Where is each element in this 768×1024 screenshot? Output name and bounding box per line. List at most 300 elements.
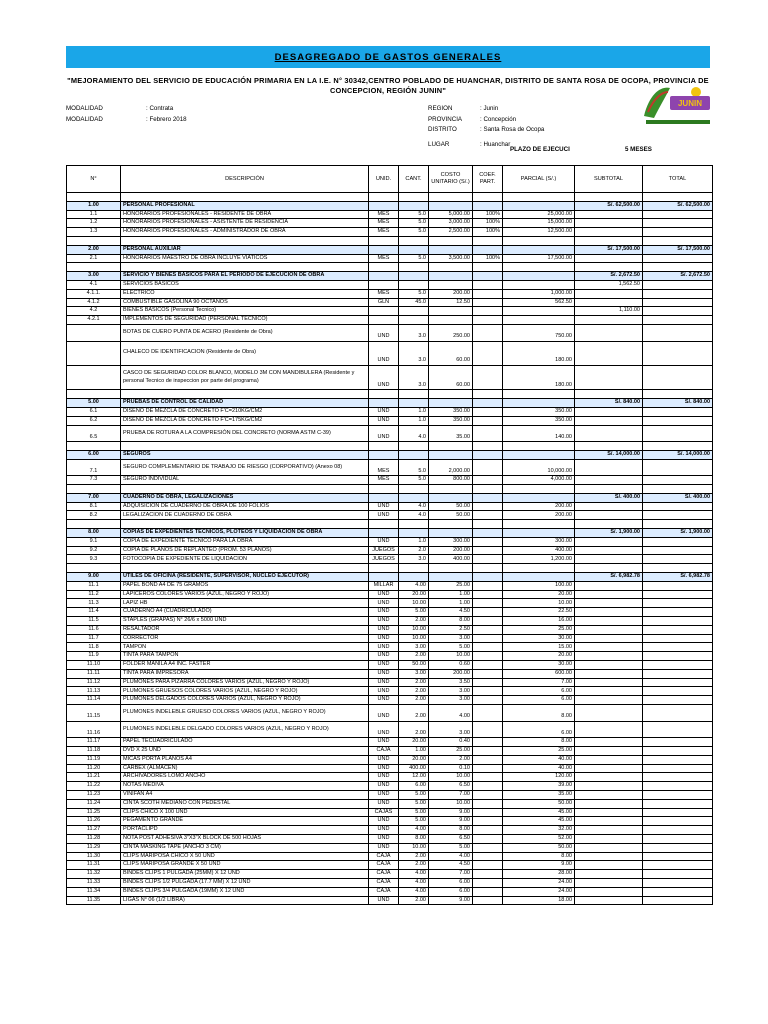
cell-u: UND — [369, 896, 399, 905]
cell-cu: 5.00 — [429, 643, 473, 652]
cell-d: PLUMONES DELGADOS COLORES VARIOS (AZUL, NEGRO Y ROJO) — [121, 696, 369, 705]
cell-q: 5.0 — [399, 459, 429, 476]
cell-tot — [643, 887, 713, 896]
cell-n: 11.33 — [67, 878, 121, 887]
cell-cp — [473, 307, 503, 316]
cell-n: 11.1 — [67, 581, 121, 590]
cell-u — [369, 307, 399, 316]
cell-p: 600.00 — [503, 669, 575, 678]
cell-q — [399, 573, 429, 582]
table-row — [67, 896, 713, 905]
cell-d: UTILES DE OFICINA (RESIDENTE, SUPERVISOR, NUCLEO EJECUTOR) — [121, 573, 369, 582]
cell-n: 4.1.2 — [67, 298, 121, 307]
cell-q: 2.00 — [399, 696, 429, 705]
cell-cp — [473, 861, 503, 870]
cell-cu: 3,000.00 — [429, 219, 473, 228]
cell-u: CAJAS — [369, 808, 399, 817]
cell-tot — [643, 652, 713, 661]
cell-cp — [473, 573, 503, 582]
cell-sub — [575, 581, 643, 590]
cell-u — [369, 493, 399, 502]
cell-sub — [575, 537, 643, 546]
cell-p: 120.00 — [503, 773, 575, 782]
cell-n: 11.22 — [67, 782, 121, 791]
cell-tot — [643, 617, 713, 626]
spacer-row — [67, 442, 713, 451]
cell-n: 6.00 — [67, 450, 121, 459]
cell-d: DVD X 25 UND — [121, 747, 369, 756]
cell-q: 5.00 — [399, 608, 429, 617]
cell-tot — [643, 896, 713, 905]
cell-tot — [643, 678, 713, 687]
cell-tot — [643, 826, 713, 835]
cell-d: CLIPS MARIPOSA GRANDE X 50 UND — [121, 861, 369, 870]
meta-key: REGION — [428, 105, 453, 112]
cell-p: 52.00 — [503, 834, 575, 843]
cell-cp — [473, 502, 503, 511]
cell-q: 5.0 — [399, 254, 429, 263]
cell-tot — [643, 782, 713, 791]
cell-n: 11.19 — [67, 755, 121, 764]
cell-sub: S/. 17,500.00 — [575, 245, 643, 254]
cell-q — [399, 399, 429, 408]
table-row — [67, 365, 713, 389]
cell-p: 30.00 — [503, 661, 575, 670]
cell-p: 562.50 — [503, 298, 575, 307]
cell-q: 10.00 — [399, 634, 429, 643]
cell-q — [399, 450, 429, 459]
cell-n: 11.21 — [67, 773, 121, 782]
cell-n: 2.1 — [67, 254, 121, 263]
table-row — [67, 341, 713, 365]
cell-sub — [575, 870, 643, 879]
cell-cu: 3,500.00 — [429, 254, 473, 263]
cell-tot — [643, 316, 713, 325]
cell-cp — [473, 705, 503, 722]
cell-n: 11.7 — [67, 634, 121, 643]
cell-cp — [473, 669, 503, 678]
table-row — [67, 790, 713, 799]
column-header: TOTAL — [643, 166, 713, 193]
cell-n: 11.6 — [67, 625, 121, 634]
cell-d: HONORARIOS PROFESIONALES - ASISTENTE DE RESIDENCIA — [121, 219, 369, 228]
table-row — [67, 581, 713, 590]
cell-n: 8.1 — [67, 502, 121, 511]
section-row — [67, 573, 713, 582]
cell-q: 20.00 — [399, 738, 429, 747]
cell-cp — [473, 590, 503, 599]
spacer-cell — [121, 485, 369, 494]
table-row — [67, 307, 713, 316]
table-row — [67, 511, 713, 520]
cell-sub — [575, 705, 643, 722]
cell-n: 11.18 — [67, 747, 121, 756]
cell-sub — [575, 678, 643, 687]
cell-d: DISEÑO DE MEZCLA DE CONCRETO F'C=210KG/CM2 — [121, 407, 369, 416]
cell-cu: 25.00 — [429, 747, 473, 756]
svg-text:JUNIN: JUNIN — [677, 99, 703, 108]
section-row — [67, 493, 713, 502]
table-row — [67, 782, 713, 791]
spacer-cell — [429, 390, 473, 399]
cell-tot — [643, 705, 713, 722]
spacer-cell — [429, 236, 473, 245]
spacer-cell — [369, 193, 399, 202]
cell-cu — [429, 529, 473, 538]
cell-d: IMPLEMENTOS DE SEGURIDAD (PERSONAL TECNICO) — [121, 316, 369, 325]
cell-cp — [473, 201, 503, 210]
cell-cu: 10.00 — [429, 799, 473, 808]
cell-sub — [575, 764, 643, 773]
cell-cu: 3.50 — [429, 678, 473, 687]
cell-n: 11.28 — [67, 834, 121, 843]
cell-cp: 100% — [473, 228, 503, 237]
cell-cu: 35.00 — [429, 425, 473, 442]
cell-cp — [473, 661, 503, 670]
cell-cp: 100% — [473, 219, 503, 228]
spacer-cell — [67, 564, 121, 573]
cell-u: CAJA — [369, 852, 399, 861]
column-header: CANT. — [399, 166, 429, 193]
cell-q: 2.00 — [399, 705, 429, 722]
cell-d: SEGUROS — [121, 450, 369, 459]
title-banner — [66, 46, 710, 68]
meta-key: DISTRITO — [428, 126, 457, 133]
section-row — [67, 450, 713, 459]
cell-sub — [575, 511, 643, 520]
cell-p: 20.00 — [503, 652, 575, 661]
column-header: N° — [67, 166, 121, 193]
cell-sub — [575, 324, 643, 341]
cell-cp — [473, 416, 503, 425]
cell-q: 5.00 — [399, 790, 429, 799]
cell-n: 9.3 — [67, 555, 121, 564]
cell-d: VINIFAN A4 — [121, 790, 369, 799]
cell-tot: S/. 2,672.50 — [643, 272, 713, 281]
table-row — [67, 617, 713, 626]
cell-q: 12.00 — [399, 773, 429, 782]
cell-tot — [643, 643, 713, 652]
column-header: DESCRIPCIÓN — [121, 166, 369, 193]
cell-u: UND — [369, 407, 399, 416]
cell-cu: 2.00 — [429, 755, 473, 764]
cell-sub: S/. 2,672.50 — [575, 272, 643, 281]
spacer-cell — [399, 193, 429, 202]
cell-tot — [643, 254, 713, 263]
cell-cp — [473, 324, 503, 341]
cell-cp — [473, 764, 503, 773]
cell-p — [503, 316, 575, 325]
cell-q — [399, 280, 429, 289]
cell-n: 11.17 — [67, 738, 121, 747]
cell-cp — [473, 617, 503, 626]
cell-q: 2.00 — [399, 617, 429, 626]
cell-cu: 3.00 — [429, 721, 473, 738]
spacer-cell — [503, 390, 575, 399]
column-header: SUBTOTAL — [575, 166, 643, 193]
cell-cu: 8.00 — [429, 826, 473, 835]
spacer-cell — [399, 520, 429, 529]
cell-q: 2.00 — [399, 861, 429, 870]
cell-tot — [643, 661, 713, 670]
spacer-cell — [121, 390, 369, 399]
cell-cp: 100% — [473, 210, 503, 219]
cell-u: MES — [369, 210, 399, 219]
table-row — [67, 590, 713, 599]
cell-d: ARCHIVADORES LOMO ANCHO — [121, 773, 369, 782]
cell-tot — [643, 669, 713, 678]
cell-cu — [429, 493, 473, 502]
cell-u: UND — [369, 324, 399, 341]
meta-row — [66, 104, 187, 115]
cell-n: 9.2 — [67, 546, 121, 555]
cell-n: 1.1 — [67, 210, 121, 219]
table-row — [67, 537, 713, 546]
cell-n: 8.00 — [67, 529, 121, 538]
cell-cu: 350.00 — [429, 407, 473, 416]
cell-sub — [575, 755, 643, 764]
cell-cp — [473, 399, 503, 408]
cell-q: 1.0 — [399, 407, 429, 416]
cell-cp — [473, 826, 503, 835]
cell-p: 15,000.00 — [503, 219, 575, 228]
cell-u: UND — [369, 511, 399, 520]
cell-q: 4.00 — [399, 870, 429, 879]
cell-n: 1.3 — [67, 228, 121, 237]
cell-cu: 6.00 — [429, 878, 473, 887]
cell-p: 180.00 — [503, 365, 575, 389]
cell-d: STAPLES (GRAPAS) N° 26/6 x 5000 UND — [121, 617, 369, 626]
cell-tot — [643, 834, 713, 843]
spacer-cell — [369, 390, 399, 399]
cell-p: 8.00 — [503, 852, 575, 861]
cell-u: UND — [369, 817, 399, 826]
cell-tot — [643, 773, 713, 782]
cell-u: UND — [369, 643, 399, 652]
cell-d: LEGALIZACION DE CUADERNO DE OBRA — [121, 511, 369, 520]
cell-n: 4.2.1 — [67, 316, 121, 325]
cell-sub — [575, 861, 643, 870]
cell-u: UND — [369, 764, 399, 773]
cell-tot: S/. 17,500.00 — [643, 245, 713, 254]
cell-cp — [473, 289, 503, 298]
cell-n — [67, 341, 121, 365]
cell-d: TINTA PARA IMPRESORA — [121, 669, 369, 678]
cell-d: HONORARIOS MAESTRO DE OBRA INCLUYE VIATICOS — [121, 254, 369, 263]
cell-p: 8.00 — [503, 705, 575, 722]
cell-cu: 4.50 — [429, 608, 473, 617]
cell-cu: 0.10 — [429, 764, 473, 773]
cell-cu: 4.50 — [429, 861, 473, 870]
cell-sub — [575, 459, 643, 476]
cell-n: 11.4 — [67, 608, 121, 617]
cell-q: 5.00 — [399, 817, 429, 826]
table-row — [67, 678, 713, 687]
table-row — [67, 407, 713, 416]
cell-q: 5.0 — [399, 219, 429, 228]
column-header: PARCIAL (S/.) — [503, 166, 575, 193]
spacer-cell — [399, 390, 429, 399]
cell-sub — [575, 407, 643, 416]
cell-n: 11.9 — [67, 652, 121, 661]
table-row — [67, 669, 713, 678]
cell-p: 28.00 — [503, 870, 575, 879]
cell-cp — [473, 529, 503, 538]
cell-tot — [643, 747, 713, 756]
table-row — [67, 764, 713, 773]
cell-cp: 100% — [473, 254, 503, 263]
spacer-cell — [643, 520, 713, 529]
table-row — [67, 721, 713, 738]
cell-sub — [575, 365, 643, 389]
meta-value: : Huanchar — [480, 140, 511, 148]
cell-tot — [643, 799, 713, 808]
municipality-logo — [640, 82, 712, 128]
table-row — [67, 652, 713, 661]
cell-tot — [643, 280, 713, 289]
cell-d: HONORARIOS PROFESIONALES - ADMINISTRADOR DE OBRA — [121, 228, 369, 237]
cell-u: UND — [369, 625, 399, 634]
cell-cu: 4.00 — [429, 852, 473, 861]
cell-n: 11.16 — [67, 721, 121, 738]
cell-tot — [643, 590, 713, 599]
cell-tot — [643, 537, 713, 546]
cell-tot — [643, 289, 713, 298]
cell-cu: 2,000.00 — [429, 459, 473, 476]
cell-cu: 10.00 — [429, 773, 473, 782]
cell-cu: 3.00 — [429, 687, 473, 696]
cell-p: 7.00 — [503, 678, 575, 687]
cell-u: UND — [369, 599, 399, 608]
cell-tot — [643, 341, 713, 365]
spacer-cell — [399, 442, 429, 451]
cell-p — [503, 272, 575, 281]
cell-tot — [643, 721, 713, 738]
table-row — [67, 661, 713, 670]
cell-cp — [473, 555, 503, 564]
cell-cp — [473, 678, 503, 687]
table-row — [67, 228, 713, 237]
cell-n: 11.24 — [67, 799, 121, 808]
cell-p: 400.00 — [503, 546, 575, 555]
cell-sub — [575, 738, 643, 747]
cell-q: 3.0 — [399, 555, 429, 564]
section-row — [67, 201, 713, 210]
cell-cu: 60.00 — [429, 365, 473, 389]
cell-p — [503, 529, 575, 538]
cell-sub: S/. 400.00 — [575, 493, 643, 502]
cell-p: 140.00 — [503, 425, 575, 442]
cell-d: TINTA PARA TAMPON — [121, 652, 369, 661]
cell-u: UND — [369, 738, 399, 747]
cell-tot — [643, 459, 713, 476]
cell-d: PERSONAL PROFESIONAL — [121, 201, 369, 210]
cell-d: SERVICIOS BASICOS — [121, 280, 369, 289]
cell-sub — [575, 887, 643, 896]
cell-cu: 300.00 — [429, 537, 473, 546]
cell-sub — [575, 747, 643, 756]
spacer-cell — [429, 193, 473, 202]
cell-cp — [473, 878, 503, 887]
cell-sub: S/. 840.00 — [575, 399, 643, 408]
cell-u: JUEGOS — [369, 555, 399, 564]
cell-sub — [575, 617, 643, 626]
cell-q: 4.00 — [399, 581, 429, 590]
cell-sub — [575, 826, 643, 835]
table-body — [67, 193, 713, 905]
cell-p: 350.00 — [503, 407, 575, 416]
section-row — [67, 245, 713, 254]
cell-d: ELECTRICO — [121, 289, 369, 298]
cell-cu — [429, 573, 473, 582]
cell-sub — [575, 341, 643, 365]
cell-q: 5.0 — [399, 289, 429, 298]
cell-d: LAPICEROS COLORES VARIOS (AZUL, NEGRO Y ROJO) — [121, 590, 369, 599]
cell-u: UND — [369, 341, 399, 365]
meta-value: : Junin — [480, 105, 499, 112]
cell-cp — [473, 747, 503, 756]
cell-cp — [473, 896, 503, 905]
table-row — [67, 808, 713, 817]
cell-d: COPIAS DE EXPEDIENTES TECNICOS, PLOTEOS Y LIQUIDACION DE OBRA — [121, 529, 369, 538]
cell-d: CORRECTOR — [121, 634, 369, 643]
cell-cu — [429, 316, 473, 325]
cell-sub — [575, 634, 643, 643]
cell-cu: 6.50 — [429, 782, 473, 791]
cell-d: CUADERNO DE OBRA, LEGALIZACIONES — [121, 493, 369, 502]
meta-row — [428, 104, 544, 115]
meta-value: : Concepción — [480, 115, 517, 123]
cell-tot — [643, 870, 713, 879]
spacer-cell — [67, 485, 121, 494]
cell-sub — [575, 219, 643, 228]
cell-p: 45.00 — [503, 817, 575, 826]
cell-q: 4.0 — [399, 511, 429, 520]
cell-q — [399, 307, 429, 316]
cell-d: COPIA DE EXPEDIENTE TECNICO PARA LA OBRA — [121, 537, 369, 546]
cell-cu: 50.00 — [429, 502, 473, 511]
spacer-cell — [121, 564, 369, 573]
cell-q: 2.00 — [399, 687, 429, 696]
cell-sub — [575, 599, 643, 608]
cell-n: 8.2 — [67, 511, 121, 520]
cell-tot — [643, 502, 713, 511]
column-header: COSTO UNITARIO (S/.) — [429, 166, 473, 193]
cell-q: 3.00 — [399, 669, 429, 678]
cell-tot — [643, 555, 713, 564]
cell-p: 6.00 — [503, 721, 575, 738]
cell-n: 2.00 — [67, 245, 121, 254]
spacer-cell — [503, 442, 575, 451]
cell-p: 24.00 — [503, 878, 575, 887]
section-row — [67, 529, 713, 538]
cell-q: 10.00 — [399, 599, 429, 608]
spacer-cell — [643, 236, 713, 245]
cell-u: CAJA — [369, 861, 399, 870]
cell-cu: 9.00 — [429, 896, 473, 905]
spacer-cell — [429, 520, 473, 529]
cell-sub — [575, 643, 643, 652]
cell-d: PLUMONES GRUESOS COLORES VARIOS (AZUL, NEGRO Y ROJO) — [121, 687, 369, 696]
spacer-row — [67, 390, 713, 399]
table-row — [67, 878, 713, 887]
cell-d: PAPEL BOND A4 DE 75 GRAMOS — [121, 581, 369, 590]
cell-n: 9.1 — [67, 537, 121, 546]
cell-u: UND — [369, 537, 399, 546]
cell-d: BINDES CLIPS 1 PULGADA (25MM) X 12 UND — [121, 870, 369, 879]
cell-q: 2.00 — [399, 652, 429, 661]
cell-tot — [643, 764, 713, 773]
